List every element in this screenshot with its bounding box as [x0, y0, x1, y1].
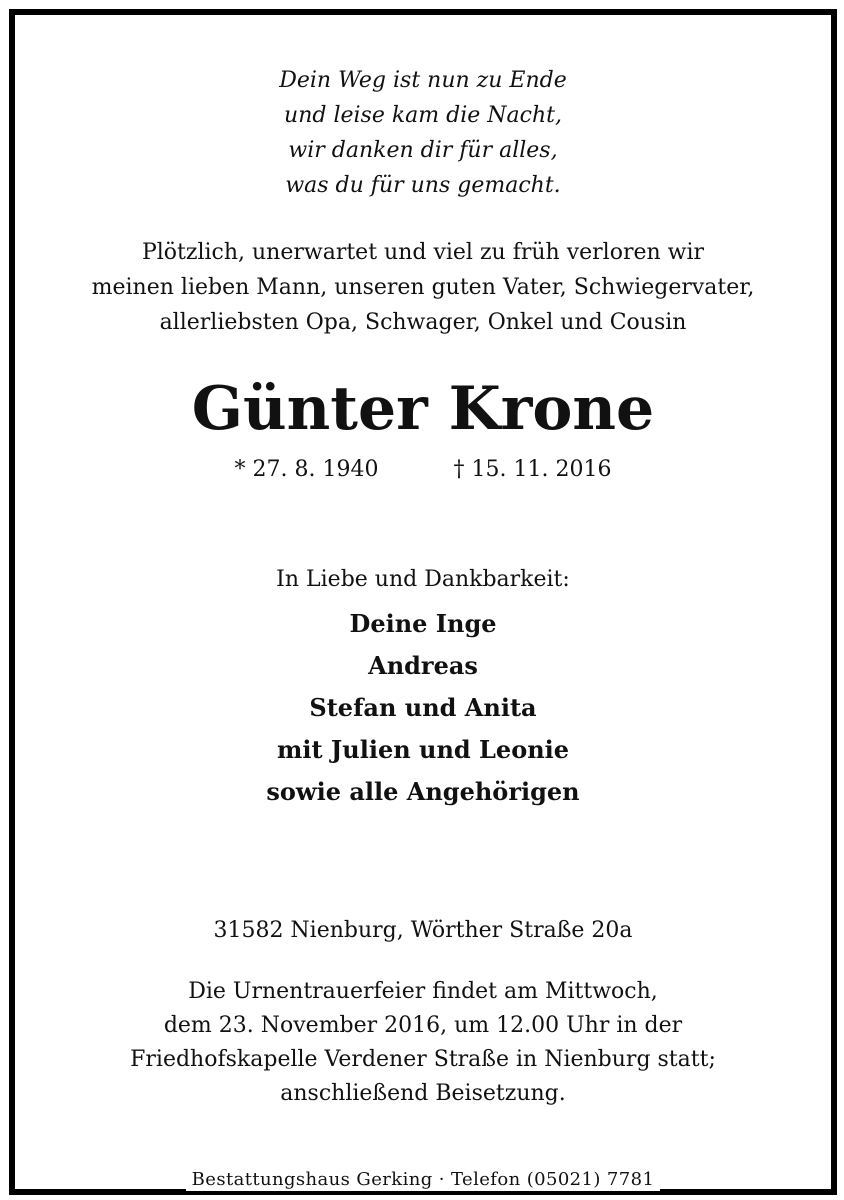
mourners-list — [15, 603, 831, 813]
mourner-name: Andreas — [368, 651, 478, 680]
service-line: Friedhofskapelle Verdener Straße in Nienburg statt; — [130, 1047, 716, 1072]
service-line: anschließend Beisetzung. — [280, 1081, 566, 1106]
death-date: † 15. 11. 2016 — [453, 457, 612, 482]
mourner-name: sowie alle Angehörigen — [266, 777, 580, 806]
mourner-name: mit Julien und Leonie — [276, 735, 570, 764]
birth-date: * 27. 8. 1940 — [234, 457, 379, 482]
family-address: 31582 Nienburg, Wörther Straße 20a — [213, 918, 633, 943]
announcement-line: Plötzlich, unerwartet und viel zu früh verloren wir — [141, 240, 705, 265]
announcement-line: meinen lieben Mann, unseren guten Vater, Schwiegervater, — [91, 275, 755, 300]
poem-line: wir danken dir für alles, — [288, 138, 558, 163]
service-line: Die Urnentrauerfeier findet am Mittwoch, — [188, 979, 658, 1004]
deceased-name: Günter Krone — [191, 374, 655, 444]
funeral-service-info — [15, 975, 831, 1111]
mourner-name: Deine Inge — [349, 609, 497, 638]
poem-line: Dein Weg ist nun zu Ende — [279, 68, 567, 93]
mourners-heading: In Liebe und Dankbarkeit: — [276, 567, 570, 592]
mourner-name: Stefan und Anita — [309, 693, 537, 722]
obituary-frame — [9, 9, 837, 1195]
poem-line: und leise kam die Nacht, — [284, 103, 562, 128]
service-line: dem 23. November 2016, um 12.00 Uhr in der — [163, 1013, 683, 1038]
funeral-home-contact: Bestattungshaus Gerking · Telefon (05021) 7781 — [186, 1169, 661, 1191]
poem-line: was du für uns gemacht. — [285, 173, 561, 198]
life-dates — [15, 455, 831, 485]
announcement-line: allerliebsten Opa, Schwager, Onkel und Cousin — [159, 310, 687, 335]
memorial-poem — [15, 63, 831, 203]
funeral-home-footer — [15, 1169, 831, 1191]
announcement-text — [15, 235, 831, 340]
